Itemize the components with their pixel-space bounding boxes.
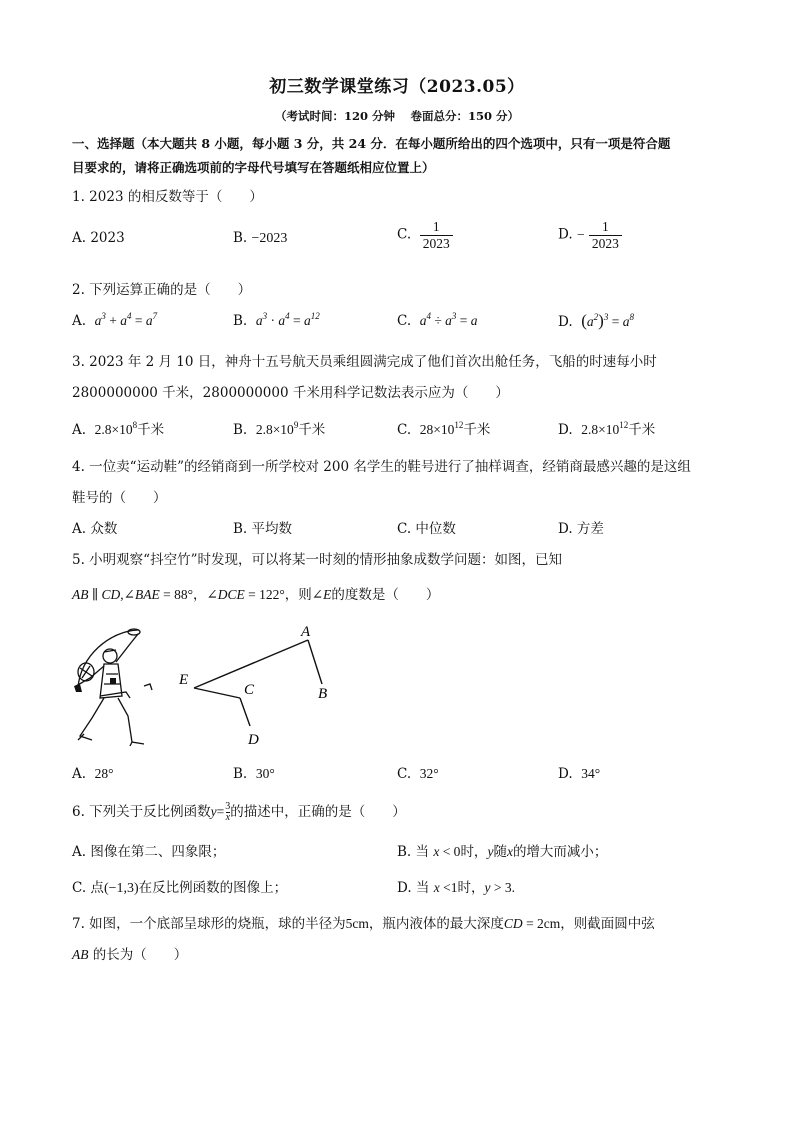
q5-stem-line2 xyxy=(72,583,439,603)
q2-option-a xyxy=(72,313,157,329)
q1-stem: 1. 2023 的相反数等于（ ） xyxy=(72,189,263,205)
q2-option-b xyxy=(233,313,320,329)
q1-option-d-denominator: 2023 xyxy=(589,235,622,252)
q7-stem-line1 xyxy=(72,912,655,932)
q4-option-a: A. 众数 xyxy=(72,521,118,537)
segment-ec xyxy=(194,688,240,698)
q1-option-b xyxy=(233,230,287,247)
q6-option-d-pre: D. 当 xyxy=(397,880,430,896)
q5-option-d-label: D. xyxy=(558,766,573,782)
q6-option-b-pre: B. 当 xyxy=(397,844,430,860)
q1-option-b-label: B. xyxy=(233,230,248,246)
q5-stem-mid: ，则 xyxy=(284,587,312,603)
q3-stem-line1: 3. 2023 年 2 月 10 日，神舟十五号航天员乘组圆满完成了他们首次出舱任务，飞船的时速每小时 xyxy=(72,354,657,370)
q5-stem-end: 的度数是（ ） xyxy=(331,587,440,603)
q3-option-c-unit: 千米 xyxy=(463,422,491,438)
q1-option-c-label: C. xyxy=(397,226,412,243)
q2-option-a-expr: $a^3 + a^4 = a^7$ xyxy=(94,311,158,328)
q7-stem-end: 的长为（ ） xyxy=(92,947,188,963)
point-label-d: D xyxy=(248,732,259,748)
q6-option-b-mid: 时， xyxy=(460,844,488,860)
q2-option-d xyxy=(558,311,634,331)
q2-stem: 2. 下列运算正确的是（ ） xyxy=(72,282,252,298)
q1-option-d-sign: − xyxy=(576,227,585,243)
q3-option-d-exponent: 12 xyxy=(619,420,629,430)
q3-option-d-unit: 千米 xyxy=(628,422,656,438)
q1-option-d xyxy=(558,219,622,251)
q1-option-c-fraction xyxy=(420,219,453,251)
q6-option-c-point: (−1,3) xyxy=(103,881,139,896)
q7-chord-ab: AB xyxy=(72,947,89,962)
q5-option-c xyxy=(397,766,439,782)
q3-option-b-exponent: 9 xyxy=(293,420,299,430)
q5-option-c-value: 32° xyxy=(419,766,439,781)
q4-option-d: D. 方差 xyxy=(558,521,604,537)
q7-stem-mid: ，瓶内液体的最大深度 xyxy=(368,916,504,932)
q1-option-c-numerator: 1 xyxy=(432,219,440,234)
q2-option-c-label: C. xyxy=(397,313,412,329)
q3-option-a-label: A. xyxy=(72,422,87,438)
q1-option-b-value: −2023 xyxy=(251,231,288,246)
q3-option-b xyxy=(233,418,325,438)
q2-option-b-expr: $a^3 \cdot a^4 = a^{12}$ xyxy=(255,311,320,328)
q3-option-a-unit: 千米 xyxy=(137,422,165,438)
q6-stem-pre: 6. 下列关于反比例函数 xyxy=(72,804,211,820)
exam-info: （考试时间：120 分钟 卷面总分：150 分） xyxy=(274,109,520,123)
segment-cd xyxy=(240,698,250,726)
q6-option-c-post: 在反比例函数的图像上； xyxy=(138,880,288,896)
q2-option-d-expr: $(a^2)^3 = a^8$ xyxy=(581,311,634,330)
q6-option-b-post: 的增大而减小； xyxy=(512,844,608,860)
q3-option-b-label: B. xyxy=(233,422,248,438)
q5-option-d xyxy=(558,766,600,782)
q6-function-expr: y= $\frac{3}{x}$ xyxy=(210,801,231,824)
q3-option-d xyxy=(558,418,655,438)
q5-option-b xyxy=(233,766,275,782)
q6-option-d-condition: x <1 xyxy=(433,880,458,895)
q1-option-d-fraction xyxy=(589,219,622,251)
q1-option-a: A. 2023 xyxy=(72,230,125,246)
q3-option-a-mantissa: 2.8×10 xyxy=(94,422,133,437)
q4-stem-line1: 4. 一位卖“运动鞋”的经销商到一所学校对 200 名学生的鞋号进行了抽样调查，经销商最感兴趣的是这组 xyxy=(72,459,691,475)
q6-option-c xyxy=(72,876,287,897)
q5-stem-line1: 5. 小明观察“抖空竹”时发现，可以将某一时刻的情形抽象成数学问题：如图，已知 xyxy=(72,552,562,568)
q5-option-b-value: 30° xyxy=(255,766,275,781)
q1-option-d-label: D. xyxy=(558,226,573,243)
q7-stem-post: ，则截面圆中弦 xyxy=(560,916,655,932)
q6-option-d-result: y > 3 xyxy=(484,880,512,895)
q7-radius: 5cm xyxy=(345,916,369,931)
q4-stem-line2: 鞋号的（ ） xyxy=(72,490,167,506)
q6-option-c-pre: C. 点 xyxy=(72,880,104,896)
q3-option-c-label: C. xyxy=(397,422,412,438)
q7-stem-pre: 7. 如图，一个底部呈球形的烧瓶，球的半径为 xyxy=(72,916,346,932)
q6-option-b-var-x: x xyxy=(506,844,513,859)
q3-option-b-unit: 千米 xyxy=(298,422,326,438)
point-label-e: E xyxy=(179,672,189,688)
q6-stem xyxy=(72,800,406,823)
q3-option-b-mantissa: 2.8×10 xyxy=(255,422,294,437)
q6-option-b-mid2: 随 xyxy=(493,844,507,860)
page-title: 初三数学课堂练习（2023.05） xyxy=(269,77,525,97)
q1-option-d-numerator: 1 xyxy=(601,219,609,234)
q6-stem-post: 的描述中，正确的是（ ） xyxy=(230,804,406,820)
q6-option-a: A. 图像在第二、四象限； xyxy=(72,844,226,860)
q6-option-b-var-y: y xyxy=(487,844,494,859)
q3-option-a xyxy=(72,418,164,438)
q6-option-d: D. 当 x <1时，y > 3. xyxy=(397,880,515,896)
q2-option-a-label: A. xyxy=(72,313,87,329)
q3-option-d-label: D. xyxy=(558,422,573,438)
q6-option-b xyxy=(397,840,607,860)
q2-option-c xyxy=(397,313,478,329)
q3-option-c-mantissa: 28×10 xyxy=(419,422,455,437)
point-label-b: B xyxy=(318,686,328,702)
q3-option-c-exponent: 12 xyxy=(454,420,464,430)
q5-option-a-value: 28° xyxy=(94,766,114,781)
segment-ea xyxy=(194,640,308,688)
q4-option-b: B. 平均数 xyxy=(233,521,293,537)
section-heading-line2: 目要求的，请将正确选项前的字母代号填写在答题纸相应位置上） xyxy=(72,160,435,175)
q1-option-c xyxy=(397,219,453,251)
q6-option-d-mid: 时， xyxy=(457,880,485,896)
q5-option-a-label: A. xyxy=(72,766,87,782)
q6-option-b-condition: x < 0 xyxy=(433,844,461,859)
diabolo-player-illustration xyxy=(70,626,160,748)
q7-depth-expr: CD = 2cm xyxy=(503,916,561,931)
q5-geometry-figure xyxy=(170,618,340,750)
q2-option-b-label: B. xyxy=(233,313,248,329)
q5-given-expr: AB ∥ CD,∠BAE = 88°，∠DCE = 122° xyxy=(72,587,285,602)
q3-option-d-mantissa: 2.8×10 xyxy=(581,422,620,437)
q3-option-c xyxy=(397,418,490,438)
q3-option-a-exponent: 8 xyxy=(132,420,138,430)
q3-stem-line2: 2800000000 千米，2800000000 千米用科学记数法表示应为（ ） xyxy=(72,385,509,401)
q7-stem-line2 xyxy=(72,943,187,963)
q1-option-c-denominator: 2023 xyxy=(420,235,453,252)
q5-option-d-value: 34° xyxy=(581,766,601,781)
point-label-c: C xyxy=(244,682,255,698)
q2-option-c-expr: $a^4 \div a^3 = a$ xyxy=(419,311,478,328)
q5-angle-e: ∠E xyxy=(311,587,332,602)
q5-option-c-label: C. xyxy=(397,766,412,782)
q5-option-a xyxy=(72,766,114,782)
segment-ab xyxy=(308,640,322,684)
section-heading-line1: 一、选择题（本大题共 8 小题，每小题 3 分，共 24 分．在每小题所给出的四个选项中，只有一项是符合题 xyxy=(72,136,671,151)
point-label-a: A xyxy=(301,624,311,640)
q2-option-d-label: D. xyxy=(558,314,573,330)
q4-option-c: C. 中位数 xyxy=(397,521,456,537)
q5-option-b-label: B. xyxy=(233,766,248,782)
